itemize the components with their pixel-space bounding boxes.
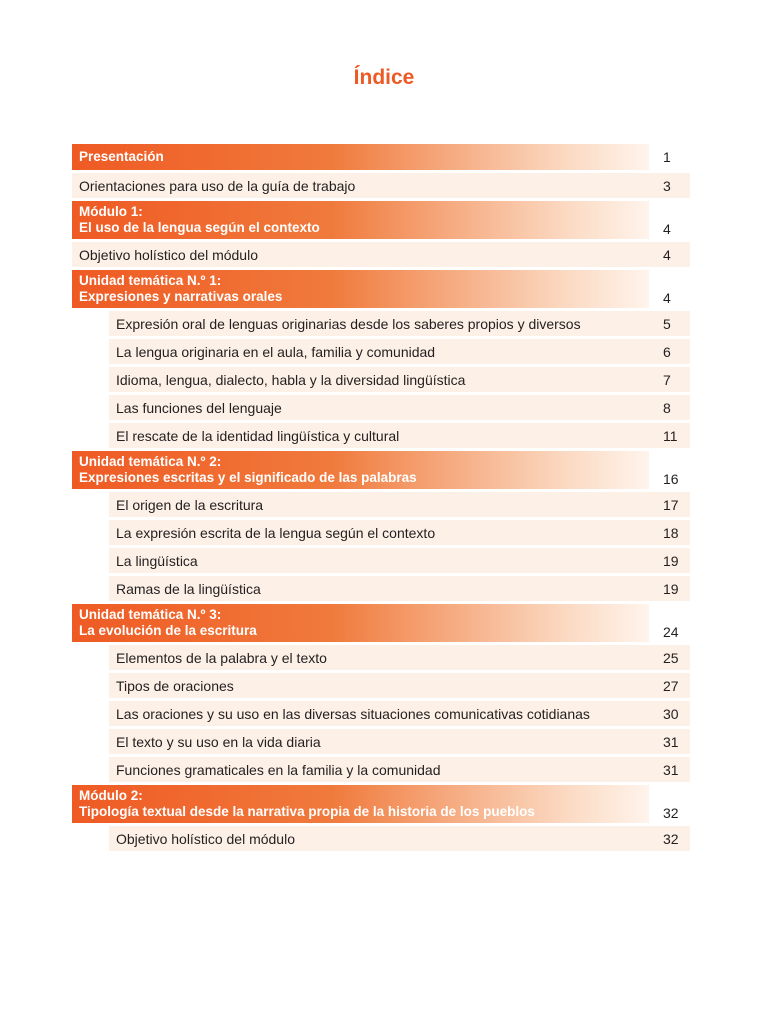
toc-entry[interactable] (72, 520, 690, 545)
toc-entry-label: Ramas de la lingüística (109, 576, 649, 601)
page-number: 19 (649, 548, 690, 573)
page-number: 7 (649, 367, 690, 392)
page-number: 5 (649, 311, 690, 336)
toc-entry-label: Expresión oral de lenguas originarias desde los saberes propios y diversos (109, 311, 649, 336)
section-heading-line-2: Expresiones escritas y el significado de las palabras (79, 470, 417, 485)
page-number: 32 (649, 785, 690, 823)
page-number: 19 (649, 576, 690, 601)
toc-entry[interactable] (72, 311, 690, 336)
toc-entry-label: Funciones gramaticales en la familia y la comunidad (109, 757, 649, 782)
toc-entry[interactable] (72, 645, 690, 670)
toc-entry-label: Tipos de oraciones (109, 673, 649, 698)
page-number: 16 (649, 451, 690, 489)
toc-entry[interactable] (72, 367, 690, 392)
toc-entry[interactable] (72, 423, 690, 448)
toc-entry[interactable] (72, 576, 690, 601)
toc-entry[interactable] (72, 548, 690, 573)
section-heading-line-2: La evolución de la escritura (79, 623, 257, 638)
section-heading-label (72, 785, 649, 823)
section-heading-label (72, 201, 649, 239)
toc-entry[interactable] (72, 395, 690, 420)
page-number: 1 (649, 144, 690, 170)
section-heading-label (72, 270, 649, 308)
toc-entry-label: Las funciones del lenguaje (109, 395, 649, 420)
page-number: 32 (649, 826, 690, 851)
toc-entry-label: Objetivo holístico del módulo (72, 242, 649, 267)
toc-entry-label: El rescate de la identidad lingüística y cultural (109, 423, 649, 448)
toc-entry[interactable] (72, 729, 690, 754)
toc-entry-label: Objetivo holístico del módulo (109, 826, 649, 851)
toc-entry[interactable] (72, 339, 690, 364)
toc-section-heading[interactable] (72, 785, 690, 823)
section-heading-line-1: Unidad temática N.º 2: (79, 454, 222, 469)
page-number: 4 (649, 242, 690, 267)
page-number: 25 (649, 645, 690, 670)
page-number: 4 (649, 270, 690, 308)
toc-entry-label: Orientaciones para uso de la guía de trabajo (72, 173, 649, 198)
page-number: 11 (649, 423, 690, 448)
toc-entry-label: Las oraciones y su uso en las diversas situaciones comunicativas cotidianas (109, 701, 649, 726)
toc-entry-label: La lingüística (109, 548, 649, 573)
page-number: 17 (649, 492, 690, 517)
page-number: 31 (649, 757, 690, 782)
section-heading-line-2: El uso de la lengua según el contexto (79, 220, 320, 235)
section-heading-line-2: Expresiones y narrativas orales (79, 289, 283, 304)
toc-entry[interactable] (72, 173, 690, 198)
page-number: 31 (649, 729, 690, 754)
toc-entry[interactable] (72, 242, 690, 267)
section-heading-line-1: Módulo 2: (79, 788, 143, 803)
toc-entry-label: Elementos de la palabra y el texto (109, 645, 649, 670)
page-number: 24 (649, 604, 690, 642)
toc-section-heading[interactable] (72, 270, 690, 308)
toc-entry[interactable] (72, 673, 690, 698)
toc-entry[interactable] (72, 757, 690, 782)
page-number: 8 (649, 395, 690, 420)
page-number: 30 (649, 701, 690, 726)
toc-entry[interactable] (72, 701, 690, 726)
toc-section-heading[interactable] (72, 201, 690, 239)
page-number: 4 (649, 201, 690, 239)
section-heading-label (72, 604, 649, 642)
table-of-contents (72, 144, 690, 854)
page-number: 6 (649, 339, 690, 364)
toc-entry-label: El origen de la escritura (109, 492, 649, 517)
section-heading-line-2: Tipología textual desde la narrativa propia de la historia de los pueblos (79, 804, 535, 819)
toc-entry[interactable] (72, 492, 690, 517)
toc-entry-label: El texto y su uso en la vida diaria (109, 729, 649, 754)
page-number: 3 (649, 173, 690, 198)
section-heading-label (72, 451, 649, 489)
section-heading-line-1: Presentación (79, 149, 164, 164)
section-heading-line-1: Módulo 1: (79, 204, 143, 219)
page-number: 27 (649, 673, 690, 698)
section-heading-line-1: Unidad temática N.º 3: (79, 607, 222, 622)
toc-entry[interactable] (72, 826, 690, 851)
toc-entry-label: Idioma, lengua, dialecto, habla y la diversidad lingüística (109, 367, 649, 392)
section-heading-line-1: Unidad temática N.º 1: (79, 273, 222, 288)
toc-section-heading[interactable] (72, 451, 690, 489)
toc-entry-label: La expresión escrita de la lengua según el contexto (109, 520, 649, 545)
toc-entry-label: La lengua originaria en el aula, familia y comunidad (109, 339, 649, 364)
toc-section-heading[interactable] (72, 144, 690, 170)
page-number: 18 (649, 520, 690, 545)
toc-section-heading[interactable] (72, 604, 690, 642)
page-title: Índice (353, 66, 415, 89)
section-heading-label (72, 144, 649, 170)
